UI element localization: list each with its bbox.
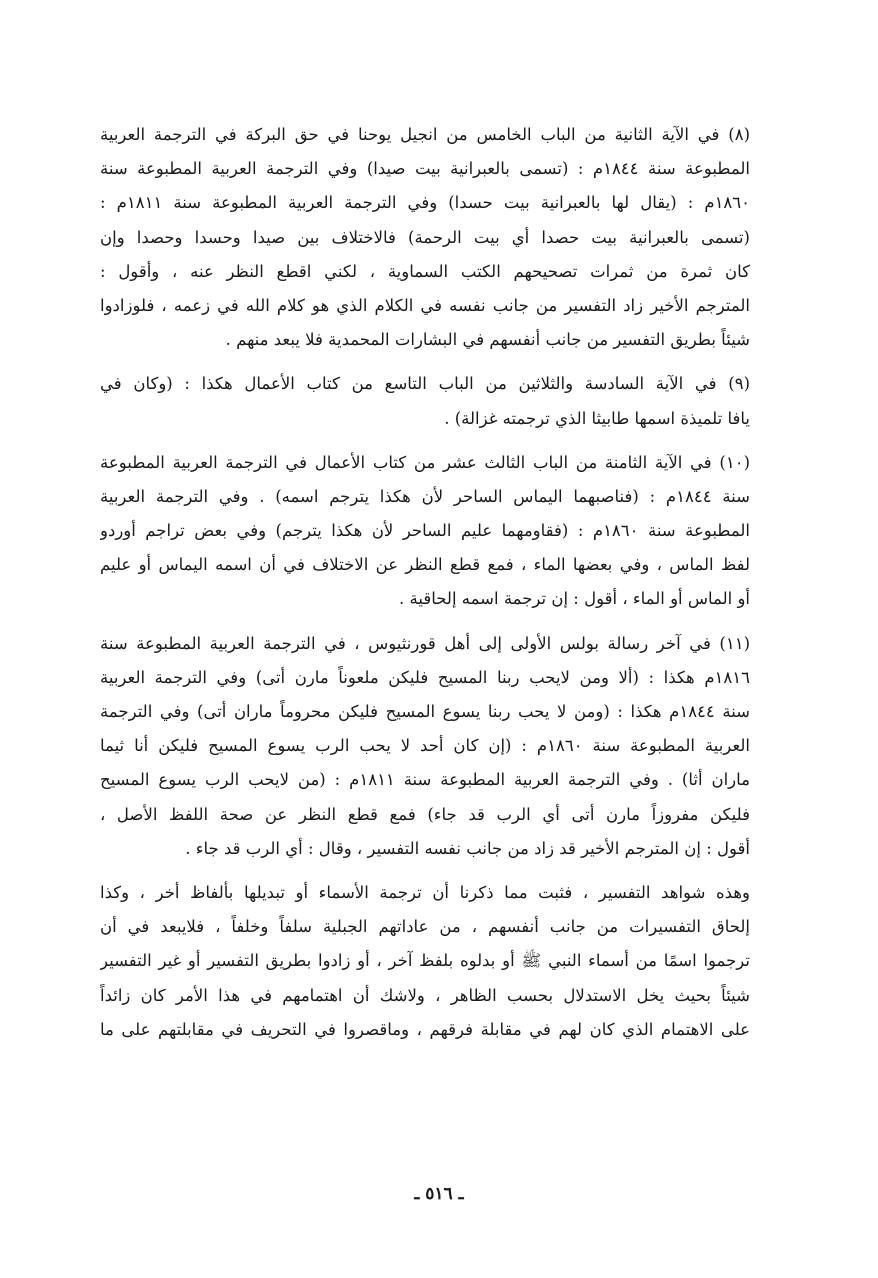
page-number: ـ ٥١٦ ـ (414, 1184, 464, 1204)
text-line: (٩) في الآية السادسة والثلاثين من الباب التاسع من كتاب الأعمال هكذا : (وكان في (100, 374, 750, 394)
paragraph-conclusion (100, 876, 750, 1047)
text-line: ترجموا اسمًا من أسماء النبي ﷺ أو بدلوه بلفظ آخر ، أو زادوا بطريق التفسير أو غير التفسير (100, 951, 750, 971)
paragraph-10 (100, 446, 750, 617)
page-body (100, 118, 750, 1057)
text-line: ماران أثا) . وفي الترجمة العربية المطبوعة سنة ١٨١١م : (من لايحب الرب يسوع المسيح (100, 770, 750, 790)
text-line: وهذه شواهد التفسير ، فثبت مما ذكرنا أن ترجمة الأسماء أو تبديلها بألفاظ أخر ، وكذا (100, 882, 750, 902)
text-line: (١٠) في الآية الثامنة من الباب الثالث عشر من كتاب الأعمال في الترجمة العربية المطبوعة (100, 452, 750, 472)
paragraph-9 (100, 367, 750, 435)
text-line: المطبوعة سنة ١٨٦٠م : (فقاومهما عليم الساحر لأن هكذا يترجم) وفي بعض تراجم أوردو (100, 521, 750, 541)
text-line: على الاهتمام الذي كان لهم في مقابلة فرقهم ، وماقصروا في التحريف في مقابلتهم على ما (100, 1019, 750, 1039)
text-line: سنة ١٨٤٤م هكذا : (ومن لا يحب ربنا يسوع المسيح فليكن محروماً ماران أتى) وفي الترجمة (100, 702, 750, 721)
text-line: (٨) في الآية الثانية من الباب الخامس من انجيل يوحنا في حق البركة في الترجمة العربية (100, 125, 750, 144)
text-line: المطبوعة سنة ١٨٤٤م : (تسمى بالعبرانية بيت صيدا) وفي الترجمة العربية المطبوعة سنة (100, 159, 750, 179)
text-line: المترجم الأخير زاد التفسير من جانب نفسه في الكلام الذي هو كلام الله في زعمه ، فلوزادوا (100, 295, 750, 315)
text-line: أقول : إن المترجم الأخير قد زاد من جانب نفسه التفسير ، وقال : أي الرب قد جاء . (185, 838, 750, 858)
text-line: أو الماس أو الماء ، أقول : إن ترجمة اسمه إلحاقية . (399, 589, 750, 609)
text-line: سنة ١٨٤٤م : (فناصبهما اليماس الساحر لأن هكذا يترجم اسمه) . وفي الترجمة العربية (100, 486, 750, 506)
text-line: لفظ الماس ، وفي بعضها الماء ، فمع قطع النظر عن الاختلاف في أن اسمه اليماس أو عليم (100, 555, 750, 575)
paragraph-11 (100, 627, 750, 866)
paragraph-8 (100, 118, 750, 357)
text-line: كان ثمرة من ثمرات تصحيحهم الكتب السماوية ، لكني اقطع النظر عنه ، وأقول : (100, 261, 750, 281)
text-line: شيئاً بطريق التفسير من جانب أنفسهم في البشارات المحمدية فلا يبعد منهم . (225, 330, 750, 350)
text-line: العربية المطبوعة سنة ١٨٦٠م : (إن كان أحد لا يحب الرب يسوع المسيح فليكن أنا ثيما (100, 736, 750, 756)
text-line: (تسمى بالعبرانية بيت حصدا أي بيت الرحمة) فالاختلاف بين صيدا وحسدا وحصدا وإن (100, 227, 750, 247)
text-line: (١١) في آخر رسالة بولس الأولى إلى أهل قورنثيوس ، في الترجمة العربية المطبوعة سنة (100, 633, 750, 653)
text-line: ١٨٦٠م : (يقال لها بالعبرانية بيت حسدا) وفي الترجمة العربية المطبوعة سنة ١٨١١م : (100, 193, 750, 213)
text-line: ١٨١٦م هكذا : (ألا ومن لايحب ربنا المسيح فليكن ملعوناً مارن أتى) وفي الترجمة العربية (100, 667, 750, 687)
text-line: شيئاً بحيث يخل الاستدلال بحسب الظاهر ، ولاشك أن اهتمامهم في هذا الأمر كان زائداً (100, 985, 750, 1005)
text-line: إلحاق التفسيرات من جانب أنفسهم ، من عاداتهم الجبلية سلفاً وخلفاً ، فلايبعد في أن (100, 917, 750, 937)
text-line: يافا تلميذة اسمها طابيثا الذي ترجمته غزالة) . (444, 408, 750, 428)
text-line: فليكن مفروزاً مارن أتى أي الرب قد جاء) فمع قطع النظر عن صحة اللفظ الأصل ، (100, 804, 750, 824)
